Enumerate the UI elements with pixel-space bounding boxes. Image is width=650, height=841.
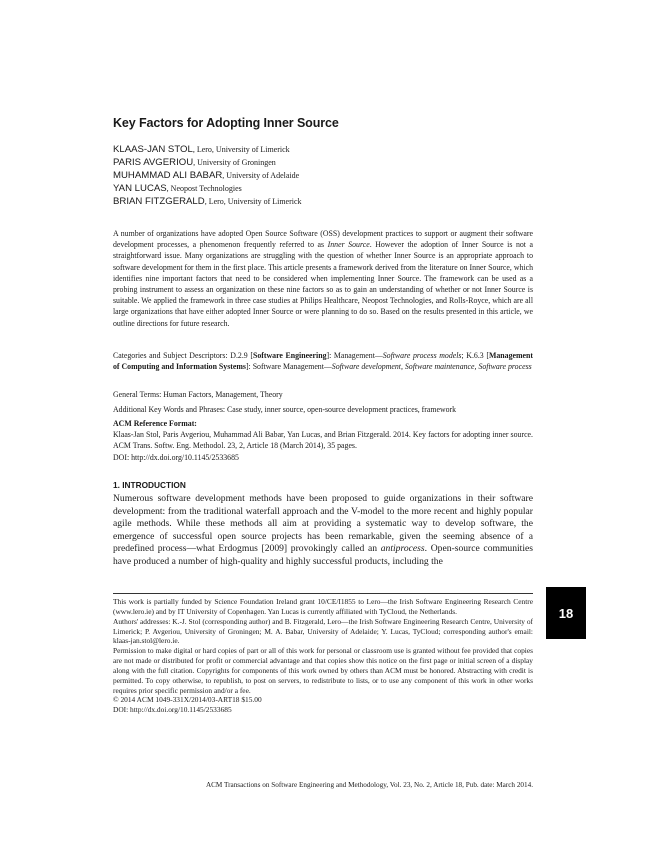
abstract [113,228,533,329]
author-entry [113,167,533,180]
paper-title: Key Factors for Adopting Inner Source [113,116,339,130]
ccs-subject: Software development, Software maintenance, Software process [331,362,532,372]
acm-reference-doi: DOI: http://dx.doi.org/10.1145/2533685 [113,452,239,462]
author-name: KLAAS-JAN STOL [113,144,193,155]
author-affiliation: , Lero, University of Limerick [204,197,302,206]
author-list [113,141,533,206]
ccs-text: ]: Management— [326,351,383,360]
ccs-subject: Software process models [382,351,462,360]
intro-text: Numerous software development methods have been proposed to guide organizations in their software development: from the traditional waterfall approach and the V-model to the more recent and highly popular agile methods. While these methods all aim at providing a systematic way to develop software, the emergence of successful open source projects has been remarkable, given the seeming absence of a predefined process—what Erdogmus [2009] provokingly called an [113,493,533,555]
footnote-permission: Permission to make digital or hard copies of part or all of this work for personal or classroom use is granted without fee provided that copies are not made or distributed for profit or commercial advantage and that copies show this notice on the first page or initial screen of a display along with the full citation. Copyrights for components of this work owned by others than ACM must be honored. Abstracting with credit is permitted. To copy otherwise, to republish, to post on servers, to redistribute to lists, or to use any component of this work in other works requires prior specific permission and/or a fee. [113,646,533,695]
author-affiliation: , University of Adelaide [222,171,300,180]
footnote-divider [113,593,533,594]
author-entry [113,193,533,206]
author-entry [113,154,533,167]
author-name: YAN LUCAS [113,183,167,194]
author-entry [113,180,533,193]
author-affiliation: , Neopost Technologies [166,184,242,193]
intro-emphasis: antiprocess [380,543,425,555]
footnote-doi: DOI: http://dx.doi.org/10.1145/2533685 [113,705,232,715]
author-name: BRIAN FITZGERALD [113,196,205,207]
introduction-paragraph [113,493,533,569]
section-heading: 1. INTRODUCTION [113,480,186,490]
ccs-descriptors [113,350,533,372]
abstract-emphasis: Inner Source [327,240,370,250]
footnotes [113,597,533,715]
acm-reference-heading: ACM Reference Format: [113,419,197,428]
author-name: PARIS AVGERIOU [113,157,194,168]
author-entry [113,141,533,154]
running-footer: ACM Transactions on Software Engineering and Methodology, Vol. 23, No. 2, Article 18, Pub. date: March 2014. [205,781,533,789]
acm-reference [113,418,533,463]
ccs-category: Software Engineering [252,351,327,360]
author-affiliation: , Lero, University of Limerick [192,145,290,154]
ccs-text: ]: Software Management— [245,362,332,372]
ccs-text: ; K.6.3 [ [461,351,489,360]
ccs-text: Categories and Subject Descriptors: D.2.9 [ [113,351,253,360]
intro-text: . Open-source communities have produced a number of high-quality and highly successful products, including the [113,543,533,567]
general-terms: General Terms: Human Factors, Management, Theory [113,390,283,399]
author-name: MUHAMMAD ALI BABAR [113,170,223,181]
additional-keywords: Additional Key Words and Phrases: Case study, inner source, open-source development practices, framework [113,405,457,414]
footnote-addresses: Authors' addresses: K.-J. Stol (corresponding author) and B. Fitzgerald, Lero—the Irish Software Engineering Research Centre, University of Limerick; P. Avgeriou, University of Groningen; M. A. Babar, University of Adelaide; Y. Lucas, TyCloud; corresponding author's email: klaas-jan.stol@lero.ie. [113,616,533,646]
abstract-text: . However the adoption of Inner Source is not a straightforward issue. Many organizations are struggling with the question of whether Inner Source is an appropriate approach to software development for them in the first place. This article presents a framework derived from the literature on Inner Source, which identifies nine important factors that need to be considered when implementing Inner Source. The framework can be used as a probing instrument to assess an organization on these nine factors so as to gain an understanding of whether or not Inner Source is suitable. We applied the framework in three case studies at Philips Healthcare, Neopost Technologies, and Rolls-Royce, which are all large organizations that have either adopted Inner Source or were planning to do so. Based on the results presented in this article, we outline directions for future research. [113,240,533,328]
abstract-text: A number of organizations have adopted Open Source Software (OSS) development practices to support or augment their software development processes, a phenomenon frequently referred to as [113,229,533,250]
author-affiliation: , University of Groningen [193,158,276,167]
acm-reference-citation: Klaas-Jan Stol, Paris Avgeriou, Muhammad Ali Babar, Yan Lucas, and Brian Fitzgerald. 2014. Key factors for adopting inner source. ACM Trans. Softw. Eng. Methodol. 23, 2, Article 18 (March 2014), 35 pages. [113,430,533,451]
footnote-funding: This work is partially funded by Science Foundation Ireland grant 10/CE/I1855 to Lero—the Irish Software Engineering Research Centre (www.lero.ie) and by IT University of Copenhagen. Yan Lucas is currently affiliated with TyCloud, the Netherlands. [113,597,533,616]
article-number-tab: 18 [546,587,586,639]
ccs-category: Management of Computing and Information Systems [113,351,533,372]
footnote-copyright: © 2014 ACM 1049-331X/2014/03-ART18 $15.00 [113,695,262,705]
